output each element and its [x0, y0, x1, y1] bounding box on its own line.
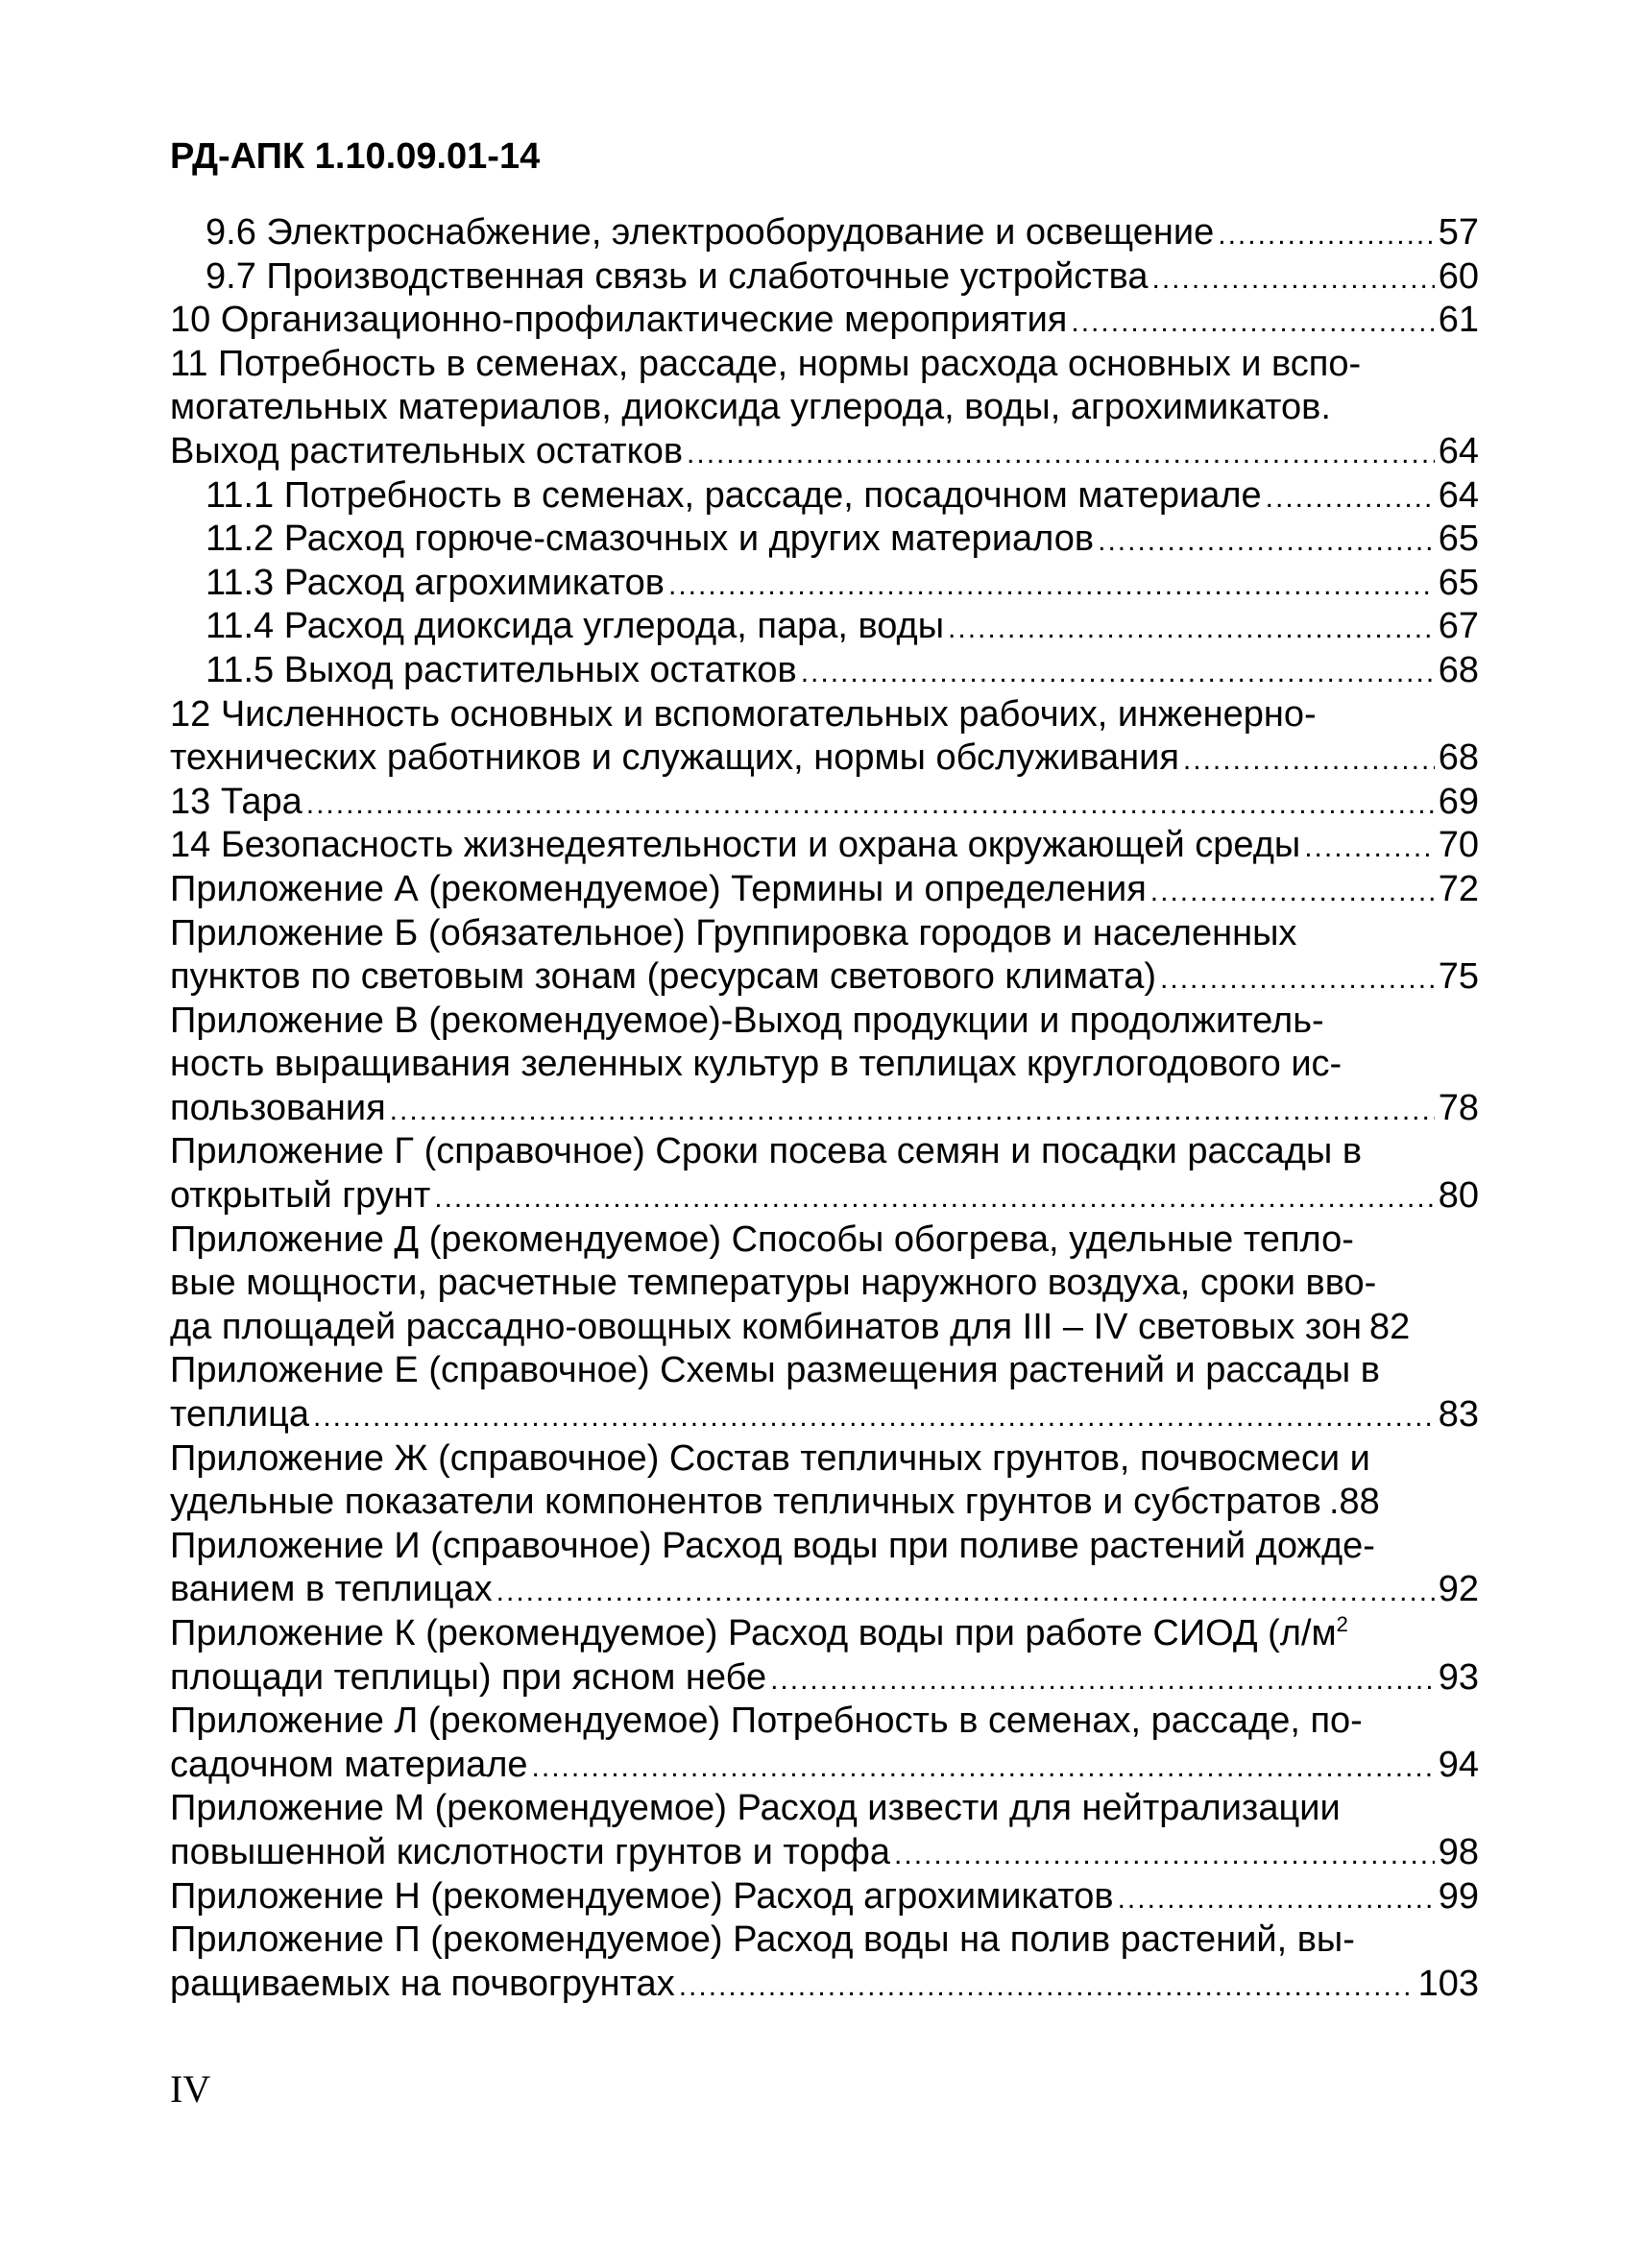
toc-entry-title: Приложение А (рекомендуемое) Термины и определения — [170, 868, 1147, 909]
toc-appendix-v — [170, 1000, 1479, 1131]
toc-entry-title: 13 Тара — [170, 781, 302, 822]
toc-page-number: 70 — [1438, 825, 1479, 866]
toc-entry-9-7 — [170, 255, 1479, 300]
toc-entry-line: могательных материалов, диоксида углерода, воды, агрохимикатов. — [170, 387, 1331, 428]
toc-entry-line: Приложение Б (обязательное) Группировка городов и населенных — [170, 912, 1297, 953]
toc-appendix-k — [170, 1612, 1479, 1700]
toc-page-number: 69 — [1438, 781, 1479, 822]
toc-entry-line — [170, 1612, 1479, 1656]
toc-entry-title: 11.3 Расход агрохимикатов — [206, 562, 665, 603]
toc-page-number: 68 — [1438, 649, 1479, 690]
toc-entry-9-6 — [170, 211, 1479, 255]
toc-appendix-i — [170, 1525, 1479, 1612]
toc-entry-title: 11.1 Потребность в семенах, рассаде, посадочном материале — [206, 474, 1262, 516]
toc-appendix-n — [170, 1875, 1479, 1919]
toc-entry-title: пользования — [170, 1087, 386, 1128]
toc-page-number: 67 — [1438, 606, 1479, 647]
toc-appendix-zh — [170, 1437, 1479, 1525]
toc-entry-title: 11.5 Выход растительных остатков — [206, 649, 797, 690]
leader-dots — [1150, 870, 1435, 914]
toc-entry-11-1 — [170, 474, 1479, 519]
toc-entry-line: Приложение Г (справочное) Сроки посева семян и посадки рассады в — [170, 1131, 1363, 1172]
leader-dots — [1218, 213, 1434, 257]
leader-dots — [434, 1176, 1434, 1220]
leader-dots — [496, 1570, 1435, 1614]
toc-entry-title: площади теплицы) при ясном небе — [170, 1656, 767, 1698]
toc-entry-line: Приложение Ж (справочное) Состав тепличных грунтов, почвосмеси и — [170, 1437, 1370, 1479]
leader-dots — [1098, 519, 1435, 564]
toc-entry-title: 11.4 Расход диоксида углерода, пара, воды — [206, 606, 945, 647]
toc-appendix-p — [170, 1918, 1479, 2006]
document-code: РД-АПК 1.10.09.01-14 — [170, 136, 541, 177]
toc-entry-title: теплица — [170, 1394, 309, 1436]
toc-entry-11-4 — [170, 605, 1479, 649]
toc-page-number: 57 — [1438, 212, 1479, 253]
toc-entry-line: вые мощности, расчетные температуры наружного воздуха, сроки вво- — [170, 1263, 1377, 1304]
toc-entry-title: удельные показатели компонентов тепличных грунтов и субстратов — [170, 1482, 1321, 1523]
toc-page-number: 92 — [1438, 1569, 1479, 1610]
toc-page-number: 64 — [1438, 430, 1479, 471]
toc-page-number: 93 — [1438, 1656, 1479, 1698]
toc-entry-11-3 — [170, 562, 1479, 606]
toc-entry-line: Приложение М (рекомендуемое) Расход извести для нейтрализации — [170, 1788, 1341, 1829]
leader-dots — [1160, 957, 1435, 1001]
leader-dots — [770, 1658, 1435, 1702]
toc-entry-title: Приложение Н (рекомендуемое) Расход агрохимикатов — [170, 1875, 1114, 1917]
toc-entry-line: 11 Потребность в семенах, рассаде, нормы расхода основных и вспо- — [170, 343, 1362, 384]
table-of-contents — [170, 211, 1479, 2006]
toc-page-number: 68 — [1438, 737, 1479, 779]
toc-entry-line: Приложение В (рекомендуемое)-Выход продукции и продолжитель- — [170, 1000, 1324, 1041]
toc-appendix-e — [170, 1349, 1479, 1436]
toc-page-number: 99 — [1438, 1875, 1479, 1917]
toc-page-number: 65 — [1438, 562, 1479, 603]
toc-page-number: 75 — [1438, 956, 1479, 998]
toc-page-number: 83 — [1438, 1394, 1479, 1436]
leader-dots — [679, 1965, 1415, 2009]
toc-page-number: 65 — [1438, 519, 1479, 560]
leader-dots — [1071, 301, 1434, 345]
page-number-roman: IV — [170, 2067, 211, 2111]
leader-dots — [801, 651, 1435, 695]
toc-appendix-l — [170, 1700, 1479, 1787]
toc-entry-14 — [170, 824, 1479, 868]
toc-page-number: 72 — [1438, 868, 1479, 909]
toc-page-number: 98 — [1438, 1831, 1479, 1872]
toc-page-number: 103 — [1417, 1963, 1479, 2004]
toc-entry-line: Приложение Е (справочное) Схемы размещения растений и рассады в — [170, 1350, 1380, 1391]
leader-dots — [1152, 257, 1435, 302]
toc-page-number: 64 — [1438, 474, 1479, 516]
toc-entry-title: технических работников и служащих, нормы обслуживания — [170, 737, 1179, 779]
toc-entry-line: Приложение Л (рекомендуемое) Потребность в семенах, рассаде, по- — [170, 1701, 1363, 1742]
toc-entry-13 — [170, 781, 1479, 825]
toc-entry-title: садочном материале — [170, 1744, 528, 1785]
toc-entry-line: ность выращивания зеленных культур в теплицах круглогодового ис- — [170, 1044, 1343, 1085]
toc-appendix-b — [170, 912, 1479, 1000]
toc-page-number: .88 — [1328, 1482, 1380, 1523]
toc-entry-title: 14 Безопасность жизнедеятельности и охрана окружающей среды — [170, 825, 1301, 866]
toc-entry-title: да площадей рассадно-овощных комбинатов для III – IV световых зон — [170, 1306, 1362, 1347]
leader-dots — [894, 1833, 1435, 1877]
toc-entry-11-2 — [170, 518, 1479, 562]
toc-entry-title: 9.7 Производственная связь и слаботочные устройства — [206, 255, 1149, 297]
toc-entry-line: Приложение Д (рекомендуемое) Способы обогрева, удельные тепло- — [170, 1218, 1354, 1260]
leader-dots — [306, 783, 1435, 827]
leader-dots — [532, 1746, 1435, 1790]
leader-dots — [948, 607, 1435, 651]
toc-entry-title: 10 Организационно-профилактические мероприятия — [170, 300, 1068, 341]
toc-appendix-a — [170, 868, 1479, 912]
toc-entry-title: ращиваемых на почвогрунтах — [170, 1963, 675, 2004]
toc-entry-title: открытый грунт — [170, 1175, 431, 1217]
toc-entry-line: Приложение П (рекомендуемое) Расход воды на полив растений, вы- — [170, 1919, 1355, 1961]
toc-appendix-g — [170, 1130, 1479, 1218]
toc-entry-title: Выход растительных остатков — [170, 430, 684, 471]
toc-entry-10 — [170, 299, 1479, 343]
leader-dots — [390, 1089, 1435, 1133]
leader-dots — [687, 432, 1435, 476]
toc-page-number: 94 — [1438, 1744, 1479, 1785]
toc-entry-line: Приложение И (справочное) Расход воды при поливе растений дожде- — [170, 1525, 1375, 1566]
toc-entry-title: пунктов по световым зонам (ресурсам светового климата) — [170, 956, 1157, 998]
toc-entry-11 — [170, 343, 1479, 474]
leader-dots — [1183, 738, 1435, 783]
leader-dots — [1304, 826, 1435, 870]
toc-entry-line: 12 Численность основных и вспомогательных рабочих, инженерно- — [170, 693, 1317, 735]
toc-page-number: 61 — [1438, 300, 1479, 341]
toc-page-number: 78 — [1438, 1087, 1479, 1128]
toc-entry-title: 9.6 Электроснабжение, электрооборудование и освещение — [206, 212, 1215, 253]
toc-entry-title: ванием в теплицах — [170, 1569, 493, 1610]
leader-dots — [313, 1395, 1435, 1439]
toc-entry-title: 11.2 Расход горюче-смазочных и других материалов — [206, 519, 1095, 560]
toc-page-number: 80 — [1438, 1175, 1479, 1217]
leader-dots — [668, 564, 1435, 608]
toc-appendix-d — [170, 1218, 1479, 1350]
superscript: 2 — [1336, 1612, 1348, 1636]
toc-page-number: 82 — [1368, 1306, 1411, 1347]
toc-entry-11-5 — [170, 649, 1479, 693]
leader-dots — [1118, 1877, 1435, 1921]
toc-appendix-m — [170, 1787, 1479, 1874]
toc-page-number: 60 — [1438, 255, 1479, 297]
toc-entry-line-text: Приложение К (рекомендуемое) Расход воды при работе СИОД (л/м — [170, 1613, 1337, 1653]
toc-entry-12 — [170, 693, 1479, 781]
toc-entry-title: повышенной кислотности грунтов и торфа — [170, 1831, 891, 1872]
leader-dots — [1266, 476, 1435, 520]
